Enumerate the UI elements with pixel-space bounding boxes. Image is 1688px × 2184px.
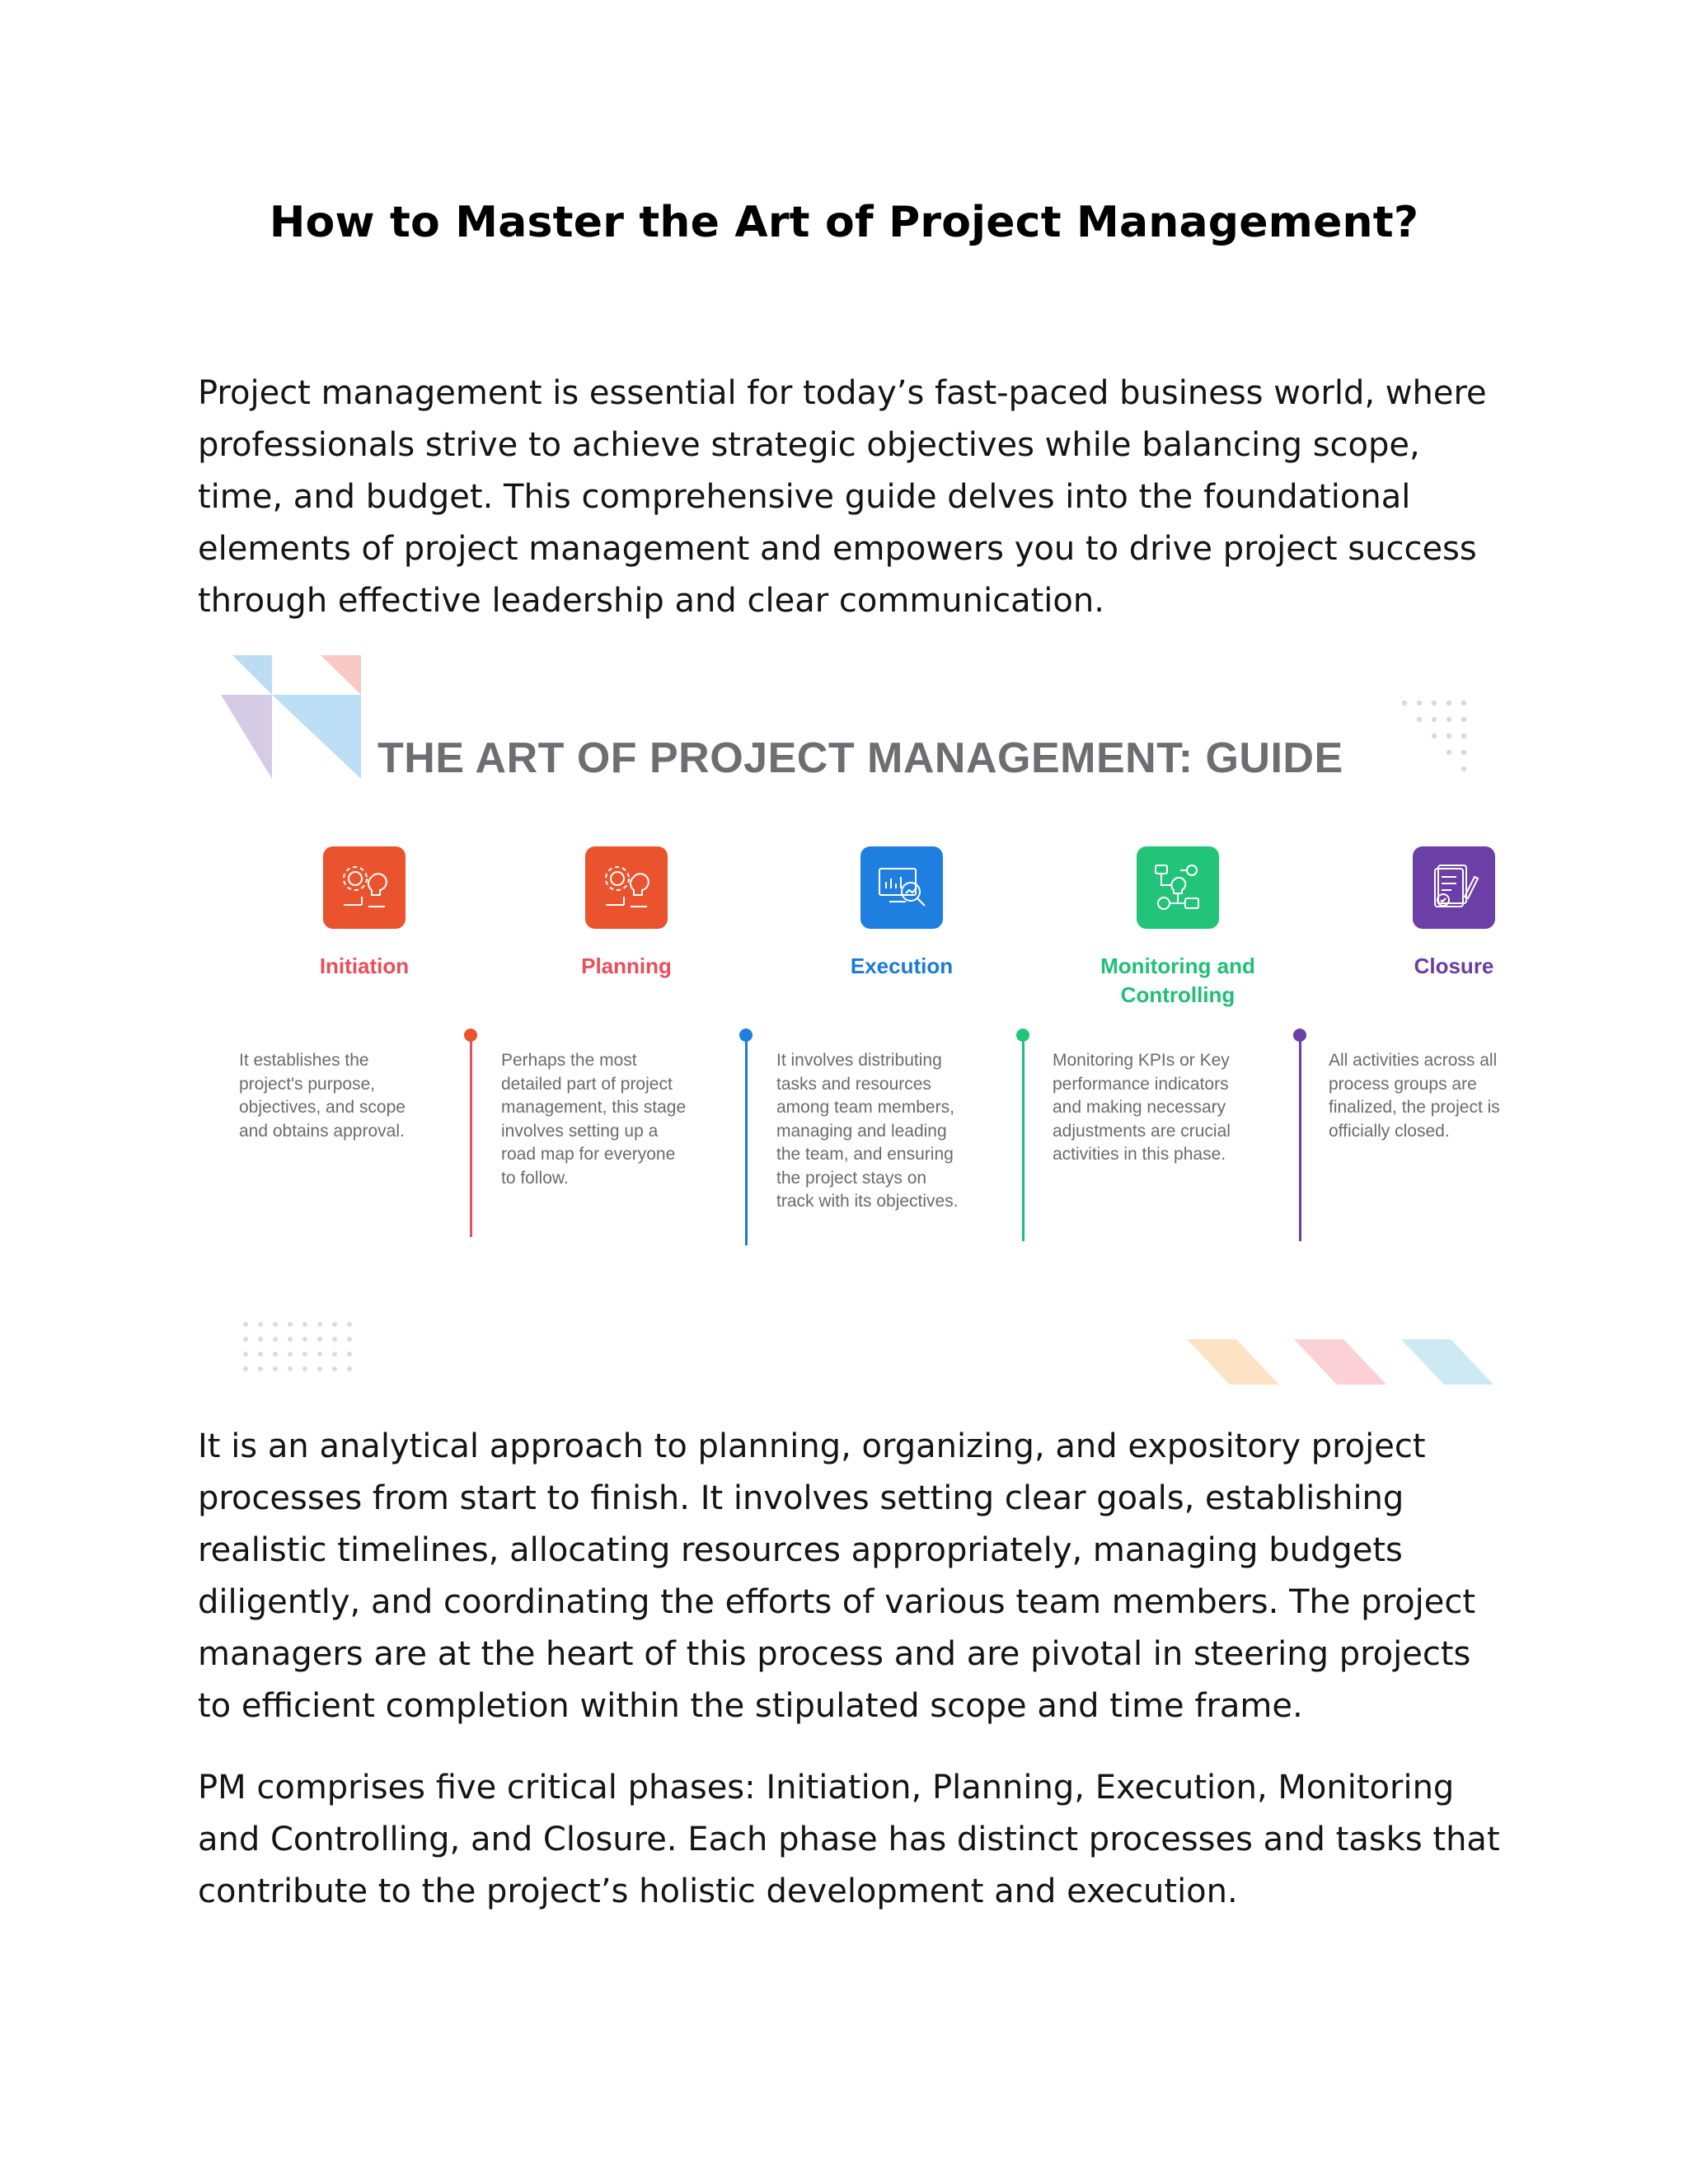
phase-description: It establishes the project's purpose, objectives, and scope and obtains approval. [239, 1051, 406, 1141]
timeline-line [1022, 1035, 1025, 1241]
timeline-line [470, 1035, 472, 1237]
checklist-document-icon [1413, 846, 1495, 929]
phase-label: Closure [1414, 954, 1494, 978]
process-flow-icon [1137, 846, 1219, 929]
phase-label: Execution [850, 954, 954, 978]
intro-paragraph: Project management is essential for today’s fast-paced business world, where professionals strive to achieve strategic objectives while balancing scope, time, and budget. This comprehensive guide delves into the foundational elements of project management and empowers you to drive project success through effective leadership and clear communication. [198, 374, 1487, 620]
timeline-line [1299, 1035, 1301, 1241]
page-title: How to Master the Art of Project Management? [269, 198, 1419, 247]
analytics-magnifier-icon [860, 846, 943, 929]
phase-execution [778, 846, 1025, 981]
phase-label: Monitoring and Controlling [1100, 954, 1255, 1007]
gears-lightbulb-icon [585, 846, 668, 929]
project-management-infographic [198, 655, 1500, 1401]
phase-initiation [241, 846, 488, 981]
phase-label: Initiation [319, 954, 410, 978]
geometric-triangles-decoration [221, 655, 361, 787]
phase-monitoring-controlling [1054, 846, 1301, 1010]
infographic-title: THE ART OF PROJECT MANAGEMENT: GUIDE [377, 734, 1343, 782]
color-stripes-decoration [1187, 1339, 1500, 1389]
dot-grid-decoration [242, 1321, 366, 1374]
timeline-line [745, 1035, 748, 1245]
phase-label: Planning [581, 954, 672, 978]
phase-description: It involves distributing tasks and resources among team members, managing and leading the team, and ensuring the project stays on track with its objectives. [776, 1051, 959, 1211]
phase-description: Monitoring KPIs or Key performance indicators and making necessary adjustments are crucial activities in this phase. [1053, 1051, 1231, 1164]
phase-planning [503, 846, 750, 981]
approach-paragraph: It is an analytical approach to planning, organizing, and expository project processes from start to finish. It involves setting clear goals, establishing realistic timelines, allocating resources appropriately, managing budgets diligently, and coordinating the efforts of various team members. The project managers are at the heart of this process and are pivotal in steering projects to efficient completion within the stipulated scope and time frame. [198, 1427, 1475, 1725]
phase-description: Perhaps the most detailed part of project management, this stage involves setting up a road map for everyone to follow. [501, 1051, 687, 1188]
phases-summary-paragraph: PM comprises five critical phases: Initiation, Planning, Execution, Monitoring and Controlling, and Closure. Each phase has distinct processes and tasks that contribute to the project’s holistic development and execution. [198, 1769, 1500, 1910]
phase-description: All activities across all process groups are finalized, the project is officially closed. [1329, 1051, 1500, 1141]
gears-lightbulb-icon [323, 846, 406, 929]
phase-closure [1330, 846, 1578, 981]
dot-grid-decoration [1400, 698, 1482, 776]
